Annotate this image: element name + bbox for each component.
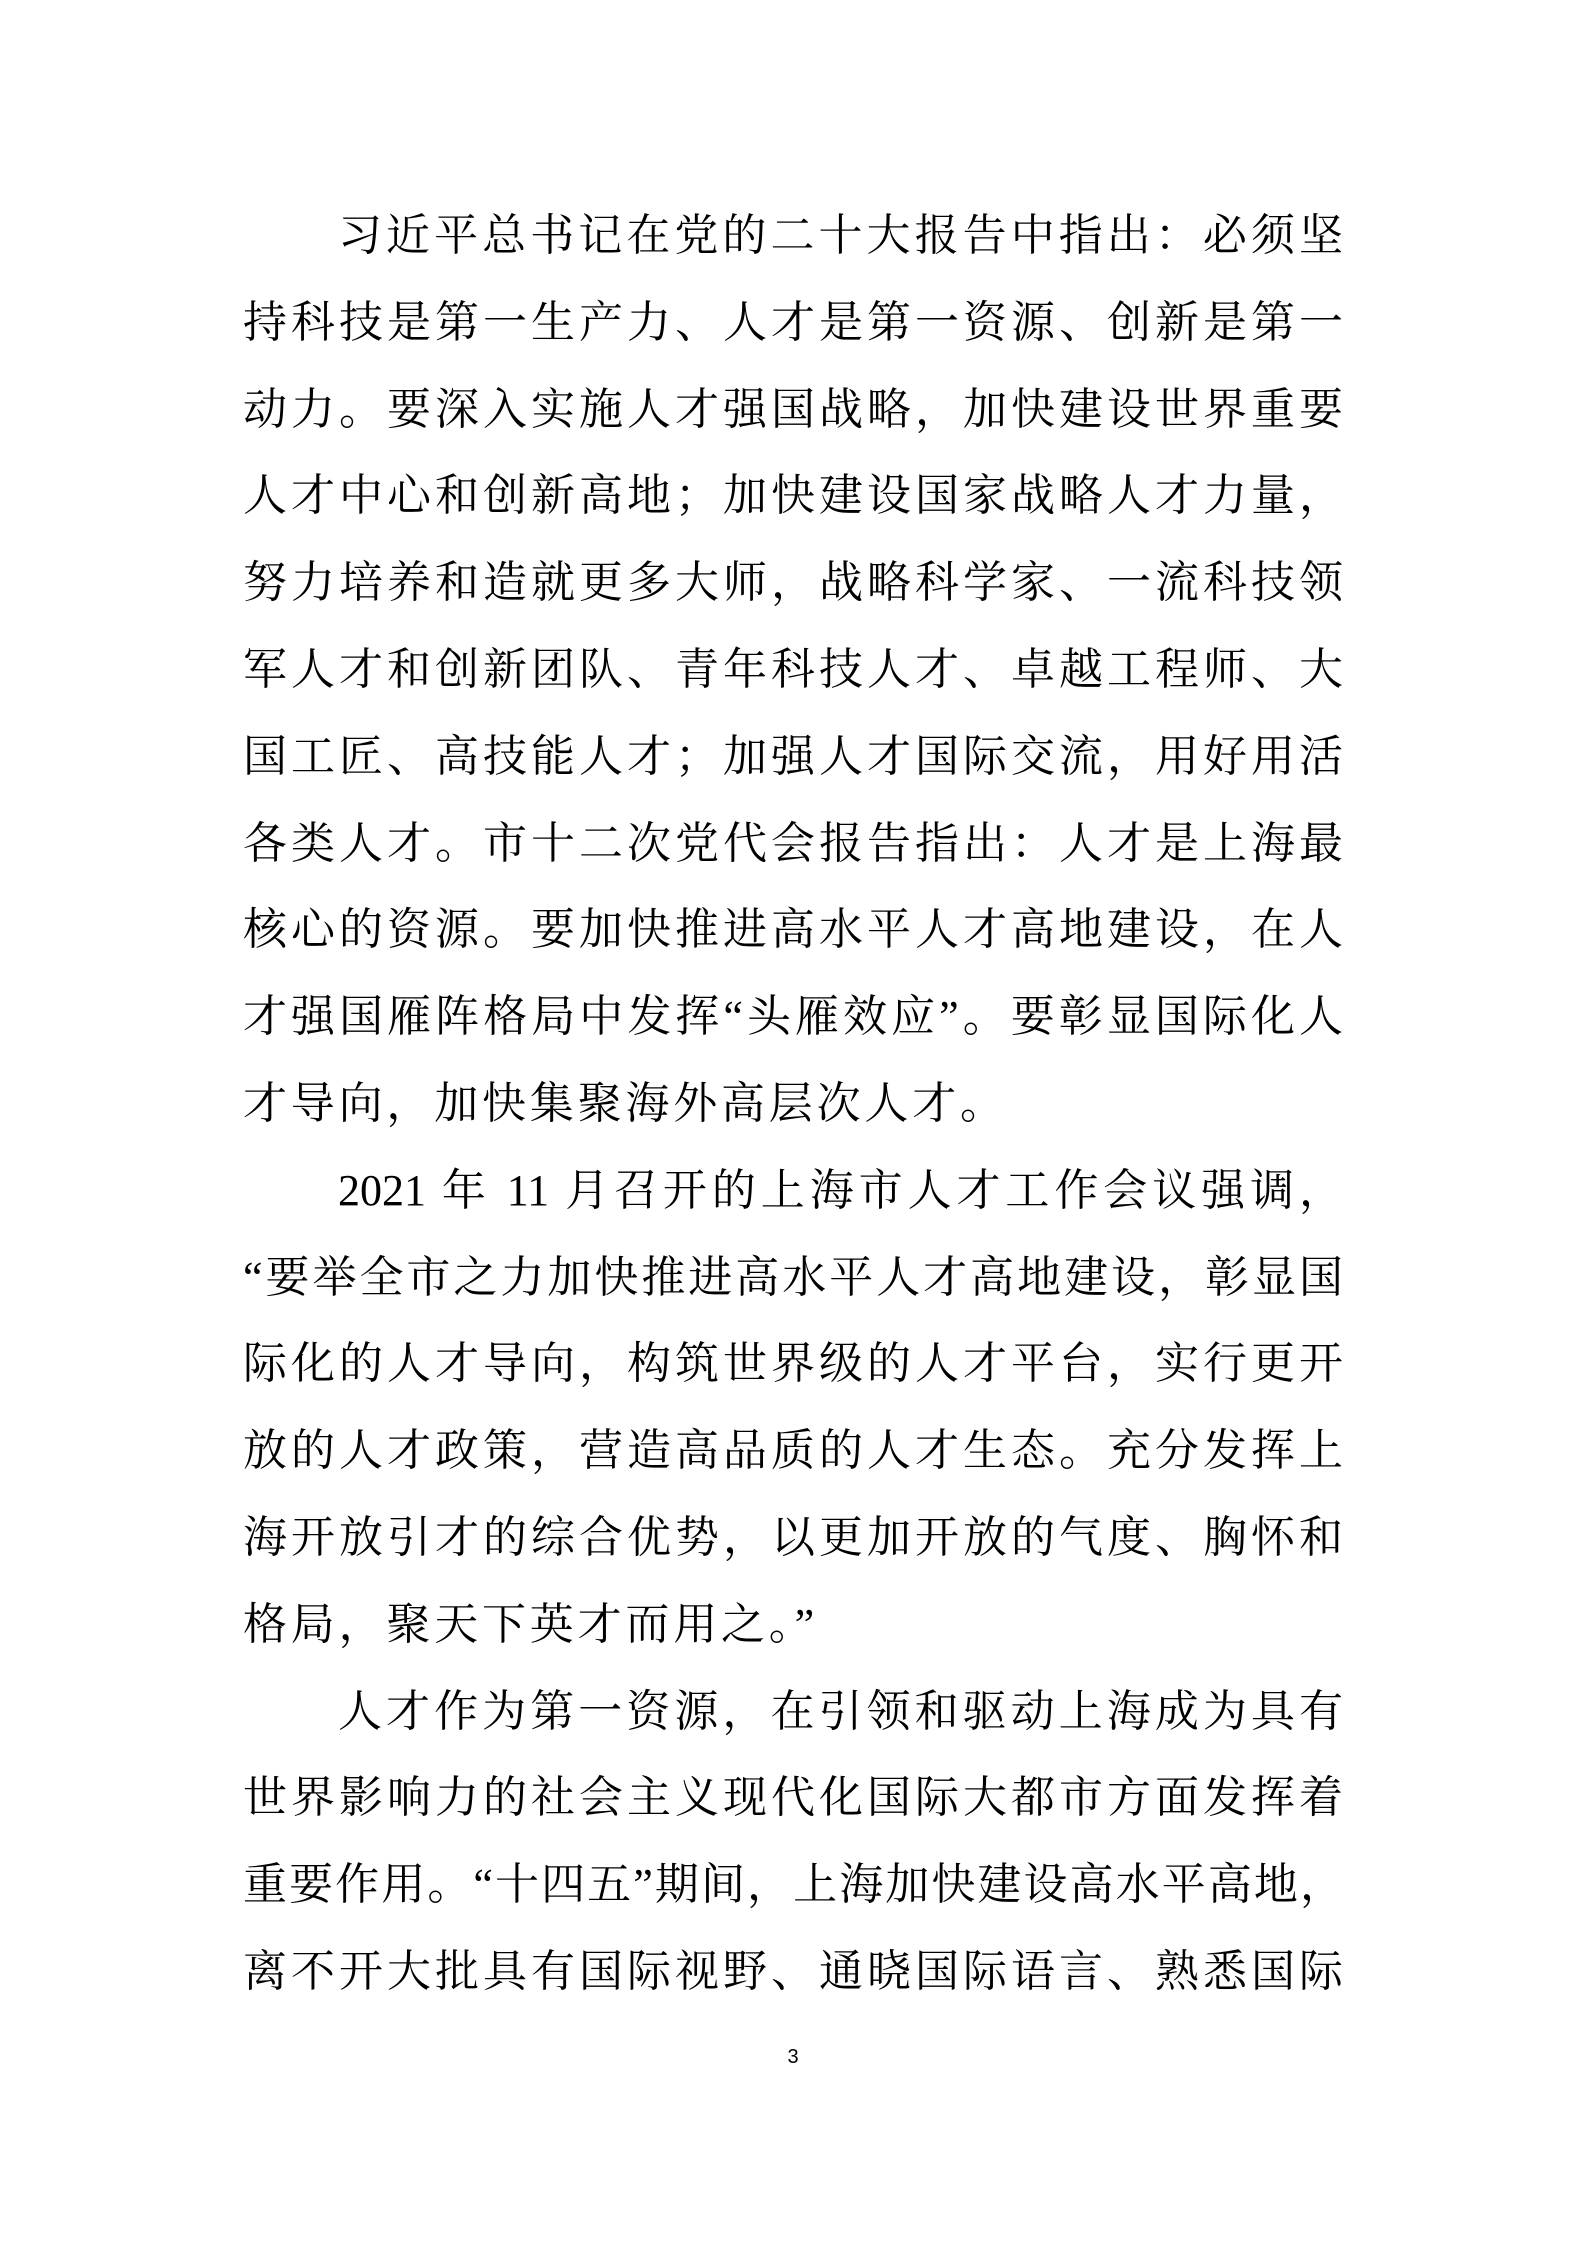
text-line: 努力培养和造就更多大师，战略科学家、一流科技领 [243,558,1343,608]
text-line: 才导向，加快集聚海外高层次人才。 [243,1078,1008,1128]
page-number: 3 [787,2046,799,2068]
text-line: 人才中心和创新高地；加快建设国家战略人才力量， [243,471,1343,521]
body-text [243,193,1343,2016]
text-line: 格局，聚天下英才而用之。” [243,1599,818,1649]
text-line: 海开放引才的综合优势，以更加开放的气度、胸怀和 [243,1512,1343,1562]
text-line: 离不开大批具有国际视野、通晓国际语言、熟悉国际 [243,1946,1343,1996]
text-line: 放的人才政策，营造高品质的人才生态。充分发挥上 [243,1426,1343,1476]
text-line: 2021 年 11 月召开的上海市人才工作会议强调， [338,1165,1343,1215]
text-line: 军人才和创新团队、青年科技人才、卓越工程师、大 [243,644,1343,694]
paragraph-1 [243,193,1343,1148]
text-line: 习近平总书记在党的二十大报告中指出：必须坚 [338,211,1343,260]
text-line: 动力。要深入实施人才强国战略，加快建设世界重要 [243,384,1343,434]
text-line: 持科技是第一生产力、人才是第一资源、创新是第一 [243,297,1343,347]
paragraph-2 [243,1148,1343,1669]
text-line: 核心的资源。要加快推进高水平人才高地建设，在人 [243,905,1343,955]
text-line: 各类人才。市十二次党代会报告指出：人才是上海最 [243,818,1343,868]
paragraph-3 [243,1669,1343,2016]
text-line: 国工匠、高技能人才；加强人才国际交流，用好用活 [243,731,1343,781]
text-line: 才强国雁阵格局中发挥“头雁效应”。要彰显国际化人 [243,992,1343,1042]
text-line: 世界影响力的社会主义现代化国际大都市方面发挥着 [243,1773,1343,1823]
text-line: 际化的人才导向，构筑世界级的人才平台，实行更开 [243,1339,1343,1389]
text-line: 重要作用。“十四五”期间，上海加快建设高水平高地， [243,1860,1343,1910]
text-line: 人才作为第一资源，在引领和驱动上海成为具有 [338,1686,1343,1736]
text-line: “要举全市之力加快推进高水平人才高地建设，彰显国 [243,1252,1343,1302]
